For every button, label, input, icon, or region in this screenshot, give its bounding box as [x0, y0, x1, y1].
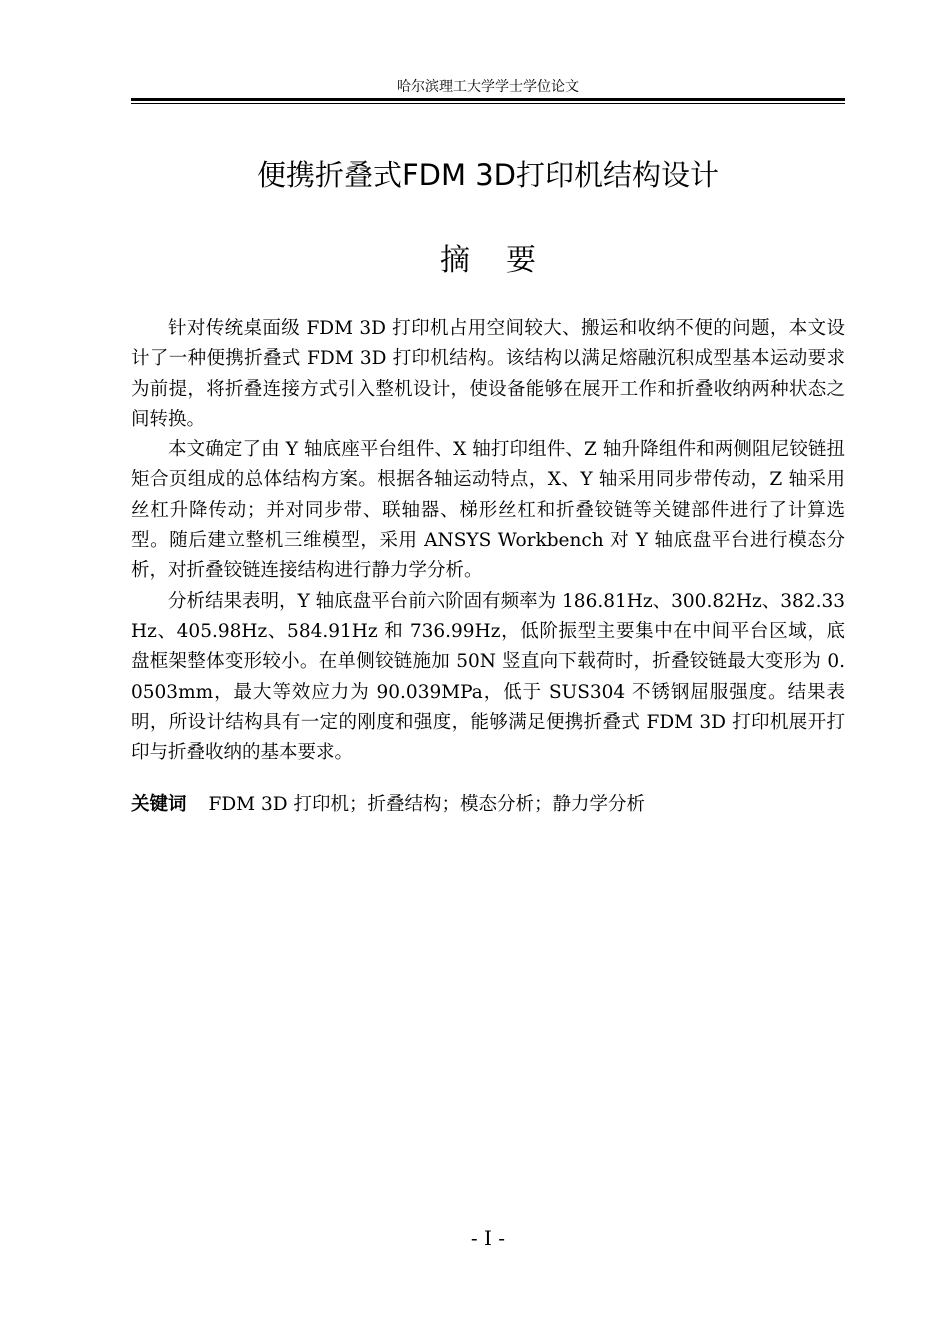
keywords-text: FDM 3D 打印机；折叠结构；模态分析；静力学分析 [208, 794, 645, 815]
keywords-label: 关键词 [131, 794, 187, 815]
abstract-heading-char-1: 摘 [440, 243, 470, 278]
abstract-body [131, 314, 845, 768]
header-rule-thick [131, 98, 845, 101]
abstract-heading [131, 240, 845, 282]
abstract-paragraph-1: 针对传统桌面级 FDM 3D 打印机占用空间较大、搬运和收纳不便的问题，本文设计了一种便携折叠式 FDM 3D 打印机结构。该结构以满足熔融沉积成型基本运动要求为前提，将折叠连接方式引入整机设计，使设备能够在展开工作和折叠收纳两种状态之间转换。 [131, 318, 845, 430]
abstract-heading-char-2: 要 [506, 243, 536, 278]
running-header: 哈尔滨理工大学学士学位论文 [397, 79, 579, 95]
keywords-line [131, 790, 845, 820]
abstract-paragraph-3: 分析结果表明，Y 轴底盘平台前六阶固有频率为 186.81Hz、300.82Hz、382.33Hz、405.98Hz、584.91Hz 和 736.99Hz，低阶振型主要集中在中间平台区域，底盘框架整体变形较小。在单侧铰链施加 50N 竖直向下载荷时，折叠铰链最大变形为 0.0503mm，最大等效应力为 90.039MPa，低于 SUS304 不锈钢屈服强度。结果表明，所设计结构具有一定的刚度和强度，能够满足便携折叠式 FDM 3D 打印机展开打印与折叠收纳的基本要求。 [131, 590, 845, 764]
page-number: - I - [470, 1226, 506, 1250]
thesis-title: 便携折叠式FDM 3D打印机结构设计 [256, 158, 720, 192]
abstract-paragraph-2: 本文确定了由 Y 轴底座平台组件、X 轴打印组件、Z 轴升降组件和两侧阻尼铰链扭矩合页组成的总体结构方案。根据各轴运动特点，X、Y 轴采用同步带传动，Z 轴采用丝杠升降传动；并对同步带、联轴器、梯形丝杠和折叠铰链等关键部件进行了计算选型。随后建立整机三维模型，采用 ANSYS Workbench 对 Y 轴底盘平台进行模态分析，对折叠铰链连接结构进行静力学分析。 [131, 439, 845, 582]
header-rule-thin [131, 103, 845, 104]
